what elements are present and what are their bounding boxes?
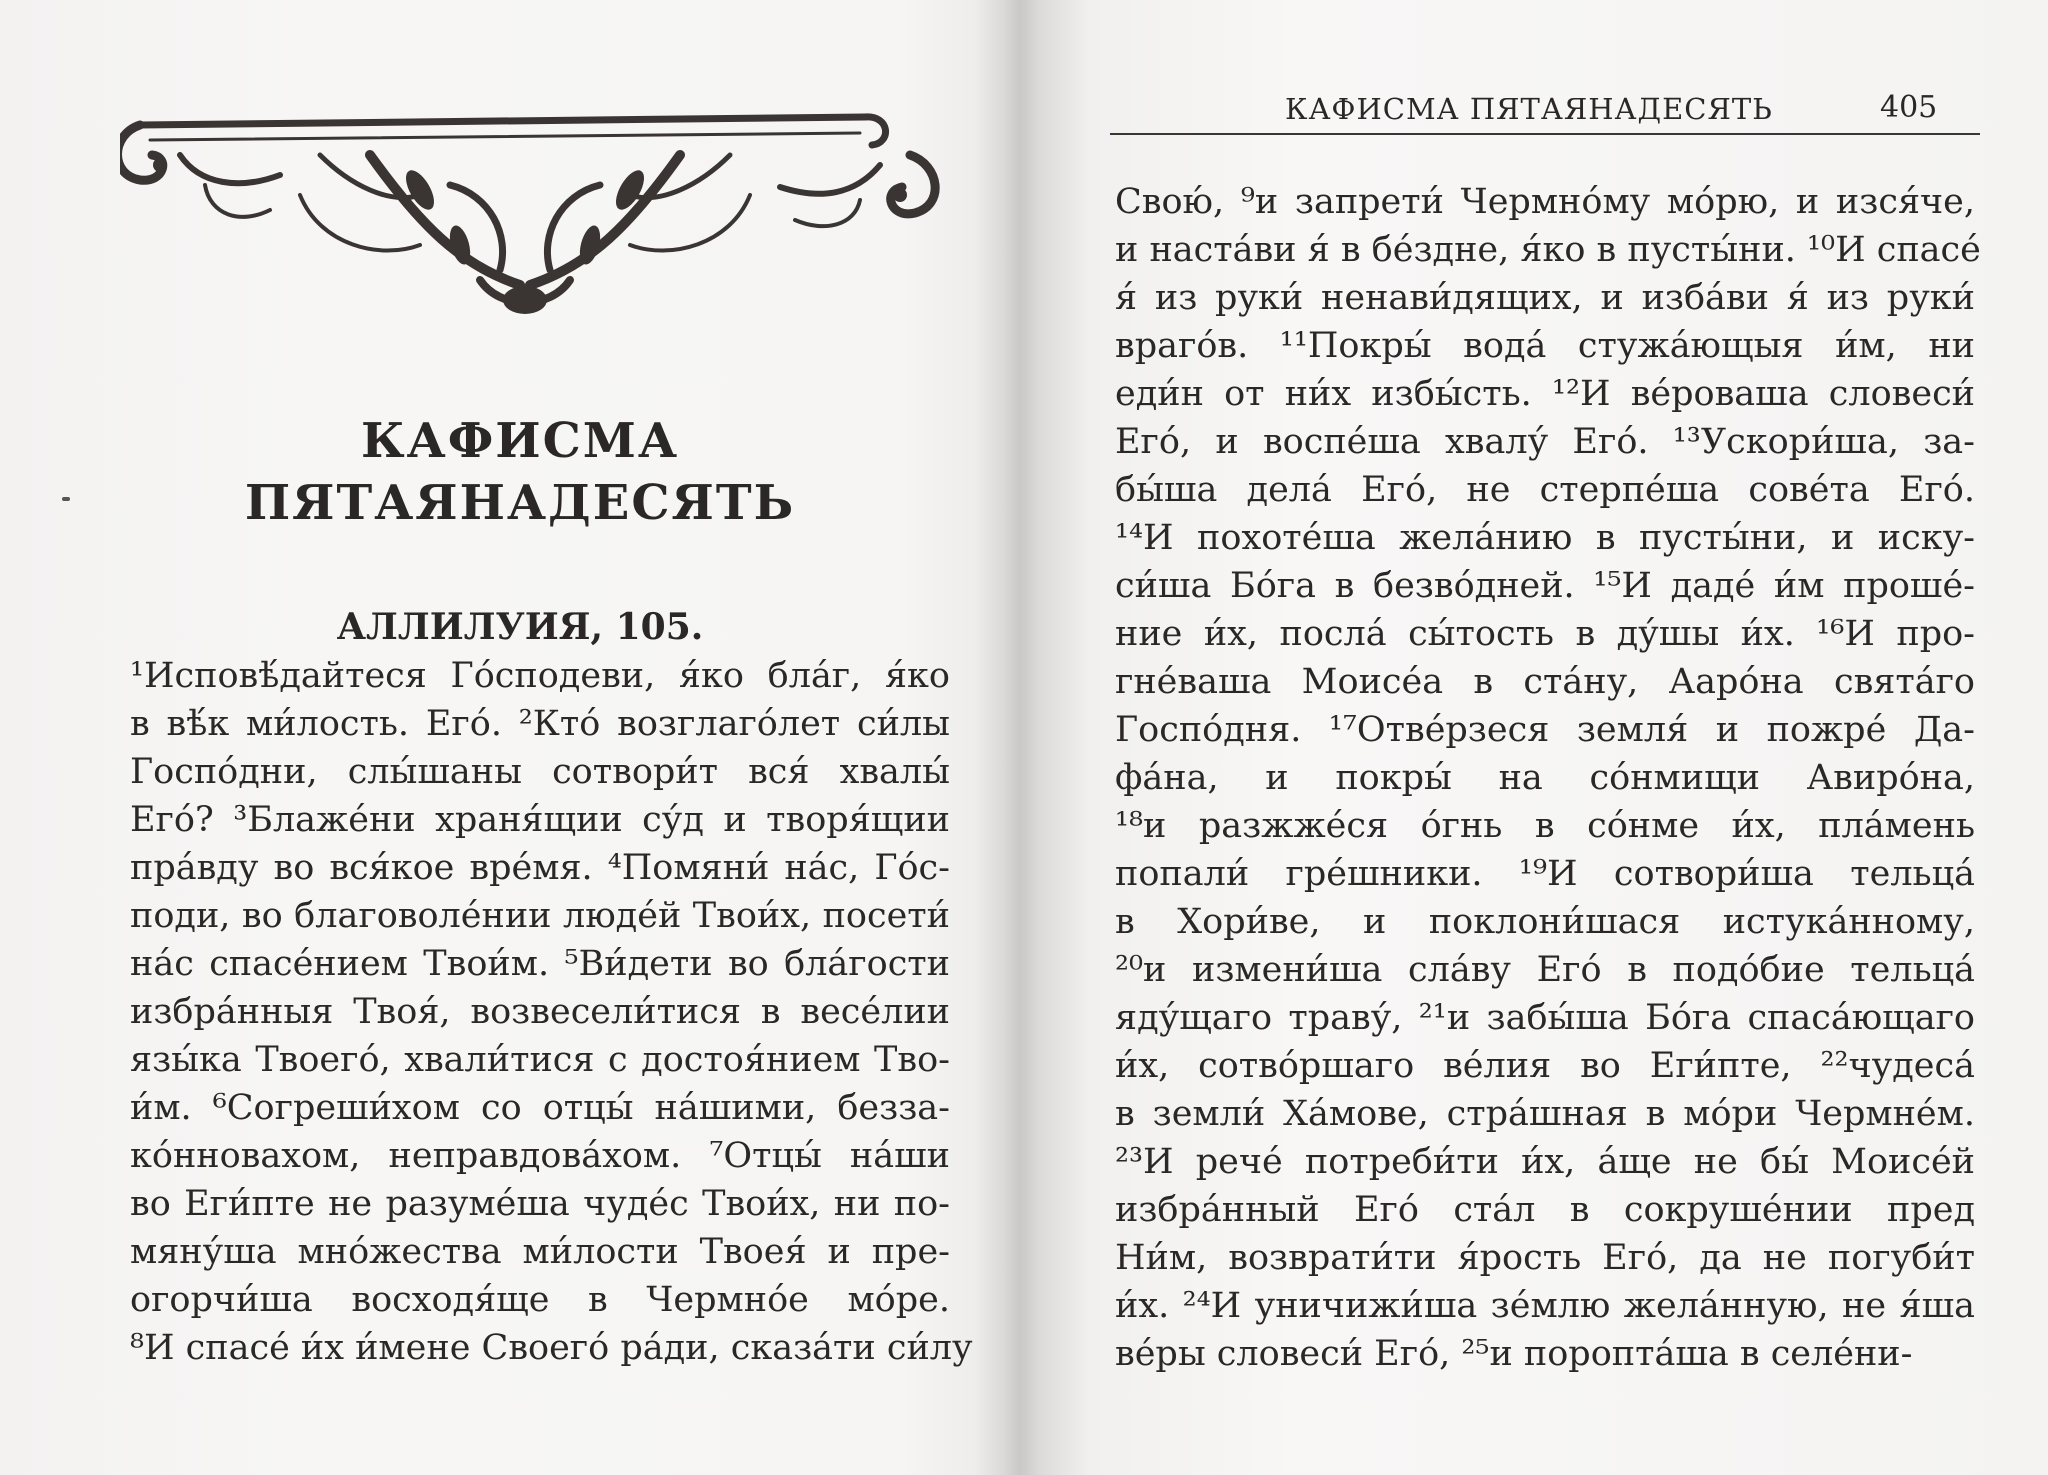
text-line: бы́ша дела́ Его́, не стерпе́ша сове́та Его́. (1115, 470, 1975, 510)
text-line: и́х. ²⁴И уничижи́ша зе́млю жела́нную, не я́ша (1115, 1286, 1975, 1326)
page-number: 405 (1880, 90, 1938, 125)
text-line: ве́ры словеси́ Его́, ²⁵и поропта́ша в селе́ни- (1115, 1334, 1913, 1374)
text-line: Свою́, ⁹и запрети́ Чермно́му мо́рю, и изся́че, (1115, 182, 1975, 222)
text-line: ¹⁸и разжже́ся о́гнь в со́нме и́х, пла́мень (1115, 806, 1975, 846)
text-line: ²⁰и измени́ша сла́ву Его́ в подо́бие тельца́ (1115, 950, 1975, 990)
text-line: в вѣ́к ми́лость. Его́. ²Кто́ возглаго́лет си́лы (130, 704, 950, 744)
text-line: ко́нновахом, неправдова́хом. ⁷Отцы́ на́ши (130, 1136, 950, 1176)
kathisma-title (130, 410, 910, 534)
text-line: ⁸И спасе́ и́х и́мене Своего́ ра́ди, сказа́ти си́лу (130, 1328, 973, 1368)
text-line: ние и́х, посла́ сы́тость в ду́шы и́х. ¹⁶И про- (1115, 614, 1975, 654)
text-line: мяну́ша мно́жества ми́лости Твоея́ и пре- (130, 1232, 950, 1272)
text-line: в земли́ Ха́мове, стра́шная в мо́ри Чермне́м. (1115, 1094, 1975, 1134)
left-body-text (130, 652, 973, 1372)
text-line: яду́щаго траву́, ²¹и забы́ша Бо́га спаса́ющаго (1115, 998, 1975, 1038)
title-line-2: ПЯТАЯНАДЕСЯТЬ (244, 475, 796, 531)
text-line: язы́ка Твоего́, хвали́тися с достоя́нием Тво- (130, 1040, 950, 1080)
text-line: си́ша Бо́га в безво́дней. ¹⁵И даде́ и́м проше́- (1115, 566, 1975, 606)
left-page (0, 0, 1010, 1475)
text-line: во Еги́пте не разуме́ша чуде́с Твои́х, ни по- (130, 1184, 950, 1224)
psalm-heading: АЛЛИЛУИЯ, 105. (336, 606, 704, 648)
text-line: фа́на, и покры́ на со́нмищи Авиро́на, (1115, 758, 1975, 798)
right-page (1040, 0, 2048, 1475)
text-line: избра́нныя Твоя́, возвесели́тися в весе́лии (130, 992, 950, 1032)
text-line: враго́в. ¹¹Покры́ вода́ стужа́ющыя и́м, ни (1115, 326, 1975, 366)
print-speck (62, 497, 70, 501)
text-line: избра́нный Его́ ста́л в сокруше́нии пред (1115, 1190, 1975, 1230)
text-line: Госпо́дни, слы́шаны сотвори́т вся́ хвалы́ (130, 752, 950, 792)
text-line: еди́н от ни́х избы́сть. ¹²И ве́роваша словеси́ (1115, 374, 1975, 414)
headpiece-ornament (120, 95, 950, 325)
text-line: я́ из руки́ ненави́дящих, и изба́ви я́ из руки́ (1115, 278, 1975, 318)
text-line: и́м. ⁶Согреши́хом со отцы́ на́шими, безза- (130, 1088, 950, 1128)
text-line: на́с спасе́нием Твои́м. ⁵Ви́дети во бла́гости (130, 944, 950, 984)
title-line-1: КАФИСМА (360, 413, 680, 469)
text-line: ²³И рече́ потреби́ти и́х, а́ще не бы́ Моисе́й (1115, 1142, 1975, 1182)
text-line: Его́? ³Блаже́ни храня́щии су́д и творя́щии (130, 800, 950, 840)
text-line: Его́, и воспе́ша хвалу́ Его́. ¹³Ускори́ша, за- (1115, 422, 1975, 462)
text-line: ¹⁴И похоте́ша жела́нию в пусты́ни, и иску- (1115, 518, 1975, 558)
text-line: гне́ваша Моисе́а в ста́ну, Ааро́на свята́го (1115, 662, 1975, 702)
text-line: огорчи́ша восходя́ще в Чермно́е мо́ре. (130, 1280, 950, 1320)
text-line: Ни́м, возврати́ти я́рость Его́, да не погуби́т (1115, 1238, 1975, 1278)
right-body-text (1115, 178, 1981, 1378)
text-line: и́х, сотво́ршаго ве́лия во Еги́пте, ²²чудеса́ (1115, 1046, 1975, 1086)
text-line: и наста́ви я́ в бе́здне, я́ко в пусты́ни. ¹⁰И спасе́ (1115, 230, 1981, 270)
running-head: КАФИСМА ПЯТАЯНАДЕСЯТЬ (1285, 92, 1773, 126)
text-line: Госпо́дня. ¹⁷Отве́рзеся земля́ и пожре́ Да- (1115, 710, 1975, 750)
text-line: попали́ гре́шники. ¹⁹И сотвори́ша тельца́ (1115, 854, 1975, 894)
header-rule (1110, 133, 1980, 135)
text-line: в Хори́ве, и поклони́шася истука́нному, (1115, 902, 1975, 942)
text-line: пра́вду во вся́кое вре́мя. ⁴Помяни́ на́с, Го́с- (130, 848, 950, 888)
text-line: ¹Исповѣ́дайтеся Го́сподеви, я́ко бла́г, я́ко (130, 656, 950, 696)
text-line: поди, во благоволе́нии люде́й Твои́х, посети́ (130, 896, 950, 936)
